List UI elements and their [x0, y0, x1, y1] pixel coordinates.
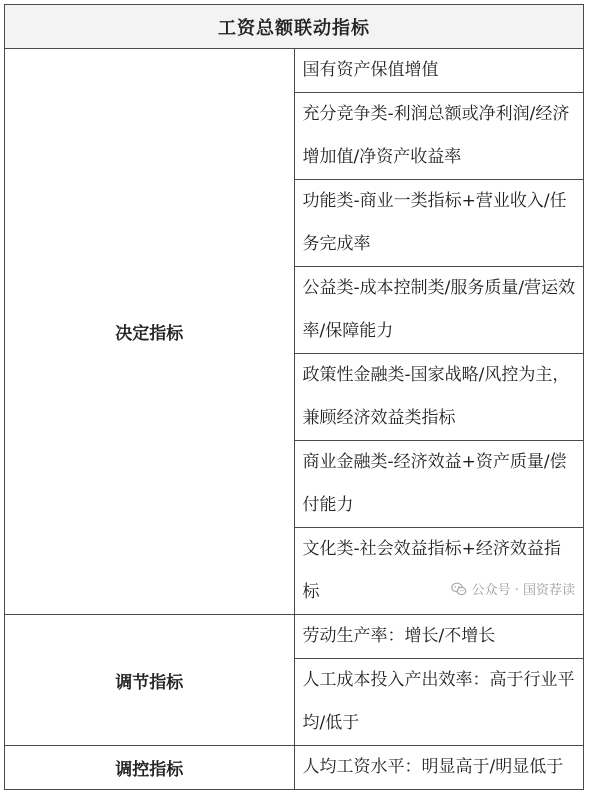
watermark-text: 公众号 · 国资荐读 — [471, 583, 575, 598]
indicator-item: 商业金融类-经济效益+资产质量/偿付能力 — [294, 441, 584, 528]
wechat-icon — [451, 581, 467, 597]
table-row — [5, 746, 584, 790]
indicator-item: 充分竞争类-利润总额或净利润/经济增加值/净资产收益率 — [294, 93, 584, 180]
indicator-item: 政策性金融类-国家战略/风控为主，兼顾经济效益类指标 — [294, 354, 584, 441]
table-row — [5, 49, 584, 93]
indicator-table — [4, 4, 584, 790]
table-row — [5, 615, 584, 659]
table-container — [4, 4, 584, 790]
category-adjusting: 调节指标 — [5, 615, 295, 746]
watermark — [451, 579, 575, 598]
indicator-item: 人均工资水平：明显高于/明显低于 — [294, 746, 584, 790]
table-title: 工资总额联动指标 — [5, 5, 584, 49]
table-header-row — [5, 5, 584, 49]
category-decisive: 决定指标 — [5, 49, 295, 615]
category-regulating: 调控指标 — [5, 746, 295, 790]
indicator-item: 文化类-社会效益指标+经济效益指标 — [294, 528, 584, 615]
indicator-item: 功能类-商业一类指标+营业收入/任务完成率 — [294, 180, 584, 267]
indicator-item: 国有资产保值增值 — [294, 49, 584, 93]
indicator-item: 公益类-成本控制类/服务质量/营运效率/保障能力 — [294, 267, 584, 354]
indicator-item: 劳动生产率：增长/不增长 — [294, 615, 584, 659]
indicator-item: 人工成本投入产出效率：高于行业平均/低于 — [294, 659, 584, 746]
